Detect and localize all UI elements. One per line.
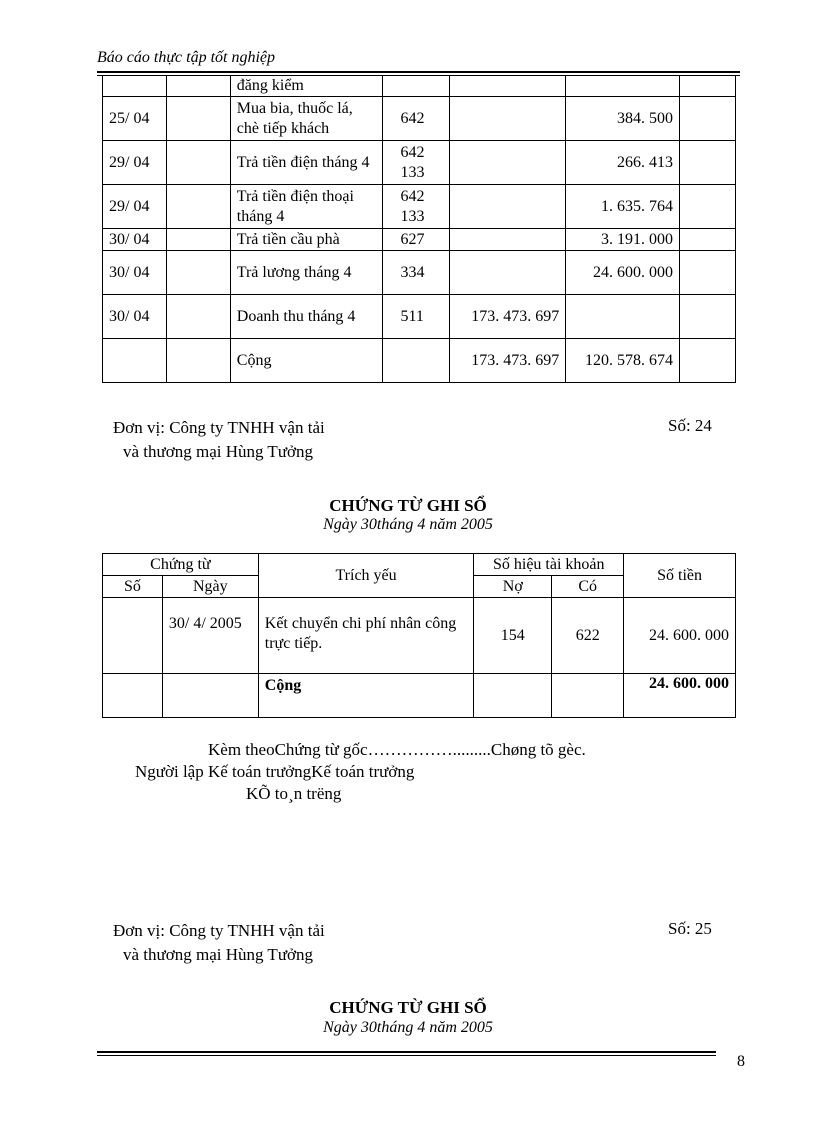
ledger-account xyxy=(382,339,450,383)
ledger-extra xyxy=(680,76,736,97)
ledger-account xyxy=(382,76,450,97)
header-trich-yeu: Trích yếu xyxy=(258,554,474,598)
voucher-number-24: Số: 24 xyxy=(668,416,712,435)
header-chung-tu: Chứng từ xyxy=(103,554,259,576)
voucher-date-25: Ngày 30tháng 4 năm 2005 xyxy=(323,1019,493,1036)
ledger-blank xyxy=(166,76,230,97)
unit-info-24 xyxy=(113,416,325,464)
signers-2: KÕ to¸n trëng xyxy=(246,784,342,803)
ledger-description: đăng kiểm xyxy=(230,76,382,97)
ledger-credit: 266. 413 xyxy=(566,141,680,185)
ledger-blank xyxy=(166,229,230,251)
ledger-date xyxy=(103,339,167,383)
ledger-extra xyxy=(680,185,736,229)
header-ngay: Ngày xyxy=(162,576,258,598)
ledger-credit xyxy=(566,295,680,339)
ledger-date: 29/ 04 xyxy=(103,141,167,185)
ledger-description: Cộng xyxy=(230,339,382,383)
ledger-extra xyxy=(680,251,736,295)
ledger-extra xyxy=(680,97,736,141)
attached-docs: Kèm theoChứng từ gốc…………….........Chøng tõ gèc. xyxy=(208,740,586,759)
cell-so xyxy=(103,598,163,674)
voucher-number-25: Số: 25 xyxy=(668,919,712,938)
header-so-hieu: Số hiệu tài khoản xyxy=(474,554,624,576)
voucher-date-24: Ngày 30tháng 4 năm 2005 xyxy=(323,516,493,533)
ledger-debit xyxy=(450,97,566,141)
ledger-blank xyxy=(166,141,230,185)
total-label: Cộng xyxy=(258,674,474,718)
ledger-credit xyxy=(566,76,680,97)
ledger-description: Mua bia, thuốc lá, chè tiếp khách xyxy=(230,97,382,141)
unit-line-2: và thương mại Hùng Tưởng xyxy=(123,945,314,964)
ledger-date: 30/ 04 xyxy=(103,295,167,339)
ledger-row xyxy=(103,97,736,141)
cell-ngay: 30/ 4/ 2005 xyxy=(162,598,258,674)
ledger-table xyxy=(102,76,736,383)
ledger-row xyxy=(103,251,736,295)
ledger-debit xyxy=(450,229,566,251)
voucher-title-25: CHỨNG TỪ GHI SỔ xyxy=(329,998,487,1017)
page-header: Báo cáo thực tập tốt nghiệp xyxy=(97,49,276,66)
ledger-debit xyxy=(450,141,566,185)
signers: Người lập Kế toán trưởngKế toán trưởng xyxy=(135,762,415,781)
ledger-date: 30/ 04 xyxy=(103,229,167,251)
header-no: Nợ xyxy=(474,576,552,598)
ledger-extra xyxy=(680,295,736,339)
ledger-row xyxy=(103,295,736,339)
header-so: Số xyxy=(103,576,163,598)
ledger-account: 334 xyxy=(382,251,450,295)
ledger-debit: 173. 473. 697 xyxy=(450,295,566,339)
unit-line-1: Đơn vị: Công ty TNHH vận tải xyxy=(113,418,325,437)
ledger-debit xyxy=(450,251,566,295)
ledger-blank xyxy=(166,97,230,141)
ledger-description: Doanh thu tháng 4 xyxy=(230,295,382,339)
ledger-row xyxy=(103,185,736,229)
ledger-extra xyxy=(680,339,736,383)
ledger-date xyxy=(103,76,167,97)
ledger-blank xyxy=(166,339,230,383)
ledger-account: 627 xyxy=(382,229,450,251)
ledger-row xyxy=(103,76,736,97)
ledger-blank xyxy=(166,295,230,339)
ledger-account: 642 133 xyxy=(382,141,450,185)
footer-rule-thin xyxy=(97,1055,716,1056)
ledger-credit: 3. 191. 000 xyxy=(566,229,680,251)
ledger-credit: 120. 578. 674 xyxy=(566,339,680,383)
ledger-credit: 384. 500 xyxy=(566,97,680,141)
ledger-row xyxy=(103,339,736,383)
ledger-blank xyxy=(166,251,230,295)
cell-co: 622 xyxy=(552,598,624,674)
ledger-row xyxy=(103,229,736,251)
header-rule xyxy=(97,71,740,73)
header-so-tien: Số tiền xyxy=(624,554,736,598)
ledger-row xyxy=(103,141,736,185)
ledger-description: Trả lương tháng 4 xyxy=(230,251,382,295)
ledger-date: 30/ 04 xyxy=(103,251,167,295)
ledger-date: 25/ 04 xyxy=(103,97,167,141)
ledger-debit xyxy=(450,185,566,229)
voucher-title-24: CHỨNG TỪ GHI SỔ xyxy=(329,496,487,515)
ledger-description: Trả tiền điện tháng 4 xyxy=(230,141,382,185)
ledger-extra xyxy=(680,229,736,251)
ledger-description: Trả tiền cầu phà xyxy=(230,229,382,251)
unit-info-25 xyxy=(113,919,325,967)
ledger-credit: 1. 635. 764 xyxy=(566,185,680,229)
cell-so-tien: 24. 600. 000 xyxy=(624,598,736,674)
ledger-date: 29/ 04 xyxy=(103,185,167,229)
ledger-description: Trả tiền điện thoại tháng 4 xyxy=(230,185,382,229)
voucher-table-24 xyxy=(102,553,736,718)
ledger-debit: 173. 473. 697 xyxy=(450,339,566,383)
cell-trich-yeu: Kết chuyển chi phí nhân công trực tiếp. xyxy=(258,598,474,674)
header-co: Có xyxy=(552,576,624,598)
cell-no: 154 xyxy=(474,598,552,674)
ledger-credit: 24. 600. 000 xyxy=(566,251,680,295)
ledger-account: 642 xyxy=(382,97,450,141)
ledger-debit xyxy=(450,76,566,97)
ledger-account: 511 xyxy=(382,295,450,339)
ledger-blank xyxy=(166,185,230,229)
unit-line-2: và thương mại Hùng Tưởng xyxy=(123,442,314,461)
total-value: 24. 600. 000 xyxy=(624,674,736,718)
unit-line-1: Đơn vị: Công ty TNHH vận tải xyxy=(113,921,325,940)
page-number: 8 xyxy=(737,1053,745,1070)
footer-rule xyxy=(97,1051,716,1053)
ledger-account: 642 133 xyxy=(382,185,450,229)
ledger-extra xyxy=(680,141,736,185)
